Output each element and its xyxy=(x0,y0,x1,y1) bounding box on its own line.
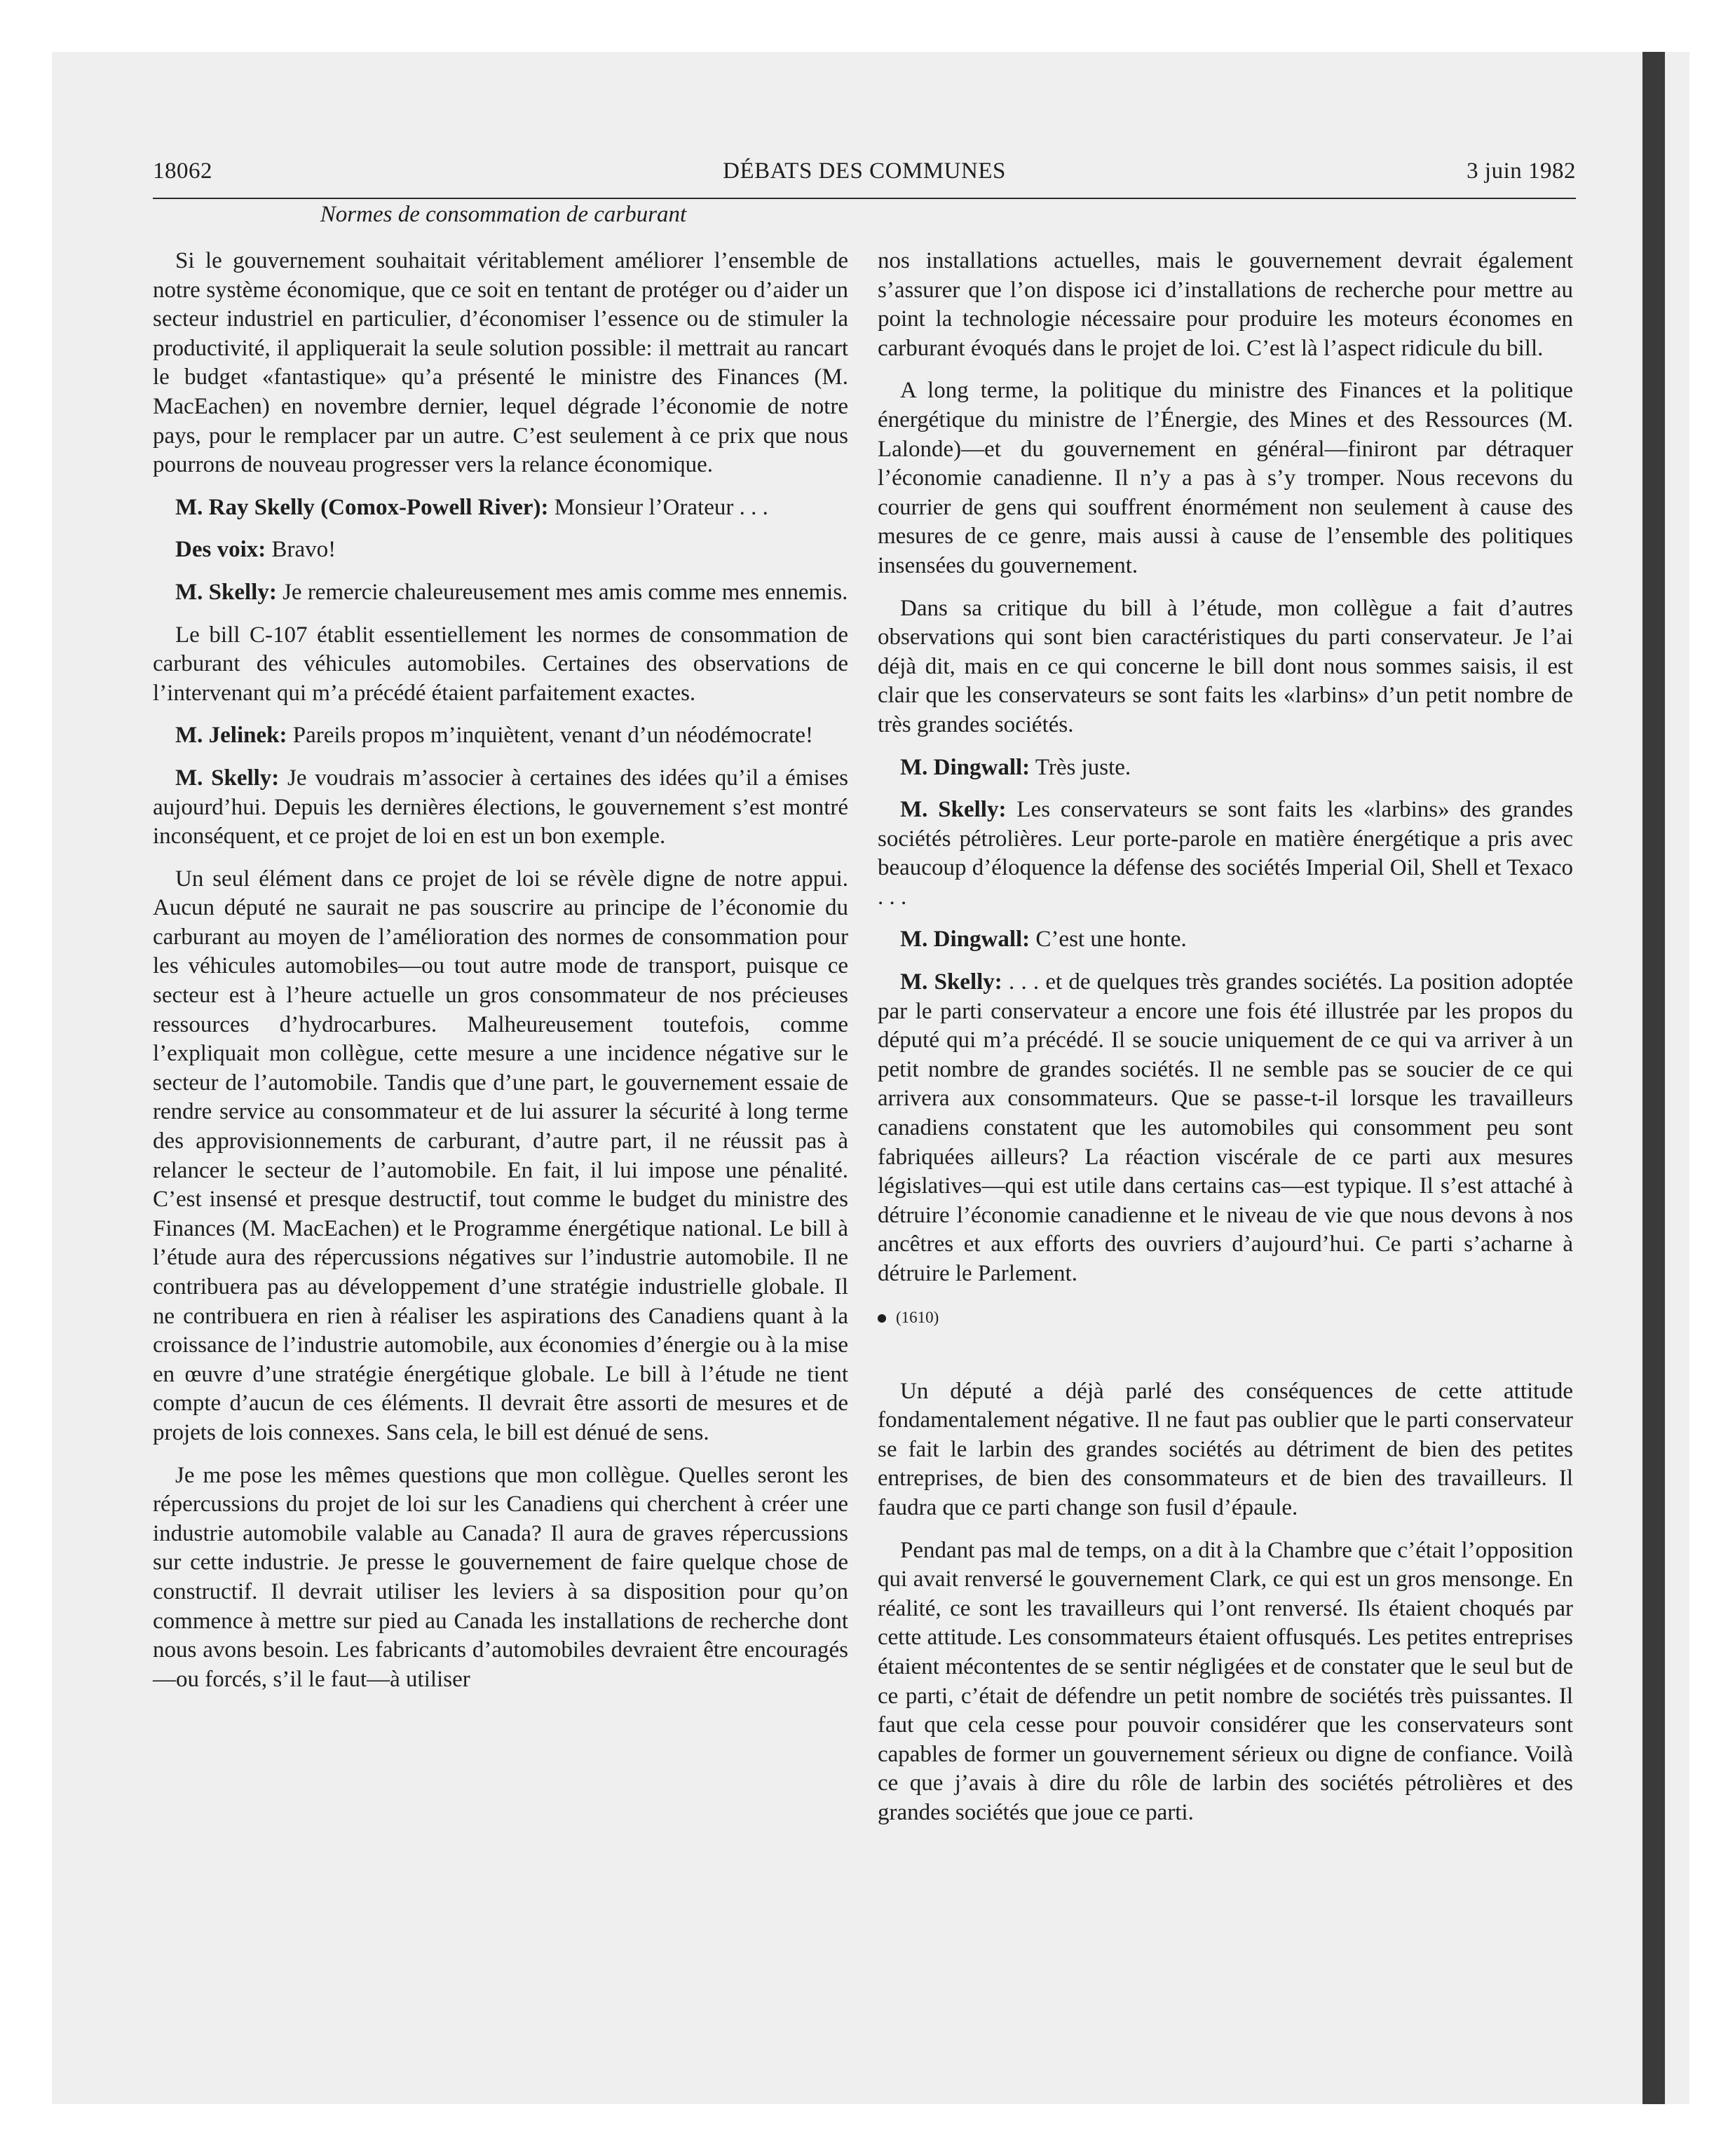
scan-edge-bar xyxy=(1642,52,1665,2104)
paragraph-text: Le bill C-107 établit essentiellement les normes de consommation de carburant des véhicules automobiles. Certaines des observations de l’intervenant qui m’a précédé étaient parfaitement exactes. xyxy=(153,622,848,706)
speaker-name: M. Skelly: xyxy=(900,969,1002,995)
paragraph-text: . . . et de quelques très grandes sociétés. La position adoptée par le parti conservateur a encore une fois été illustrée par les propos du député qui m’a précédé. Il se soucie uniquement de ce qui va arriver à un petit nombre de grandes sociétés. Il ne semble pas se soucier de ce qui arrivera aux consommateurs. Que se passe-t-il lorsque les travailleurs canadiens constatent que les automobiles qui consomment peu sont fabriquées ailleurs? La réaction viscérale de ce parti aux mesures législatives—qui est utile dans certains cas—est typique. Il s’est attaché à détruire l’économie canadienne et le niveau de vie que nous devons à nos ancêtres et aux efforts des ouvriers d’aujourd’hui. Ce parti s’acharne à détruire le Parlement. xyxy=(878,969,1574,1286)
speaker-paragraph xyxy=(878,925,1573,955)
right-column xyxy=(878,247,1573,1841)
paragraph-text: Monsieur l’Orateur . . . xyxy=(554,494,768,520)
paragraph-text: Si le gouvernement souhaitait véritablement améliorer l’ensemble de notre système économique, que ce soit en tentant de protéger ou d’aider un secteur industriel en particulier, d’économiser l’essence ou de stimuler la productivité, il appliquerait la seule solution possible: il mettrait au rancart le budget «fantastique» qu’a présenté le ministre des Finances (M. MacEachen) en novembre dernier, lequel dégrade l’économie de notre pays, pour le remplacer par un autre. C’est seulement à ce prix que nous pourrons de nouveau progresser vers la relance économique. xyxy=(153,248,848,478)
page-number: 18062 xyxy=(153,158,212,184)
speaker-paragraph xyxy=(153,721,848,751)
speaker-paragraph xyxy=(878,753,1573,783)
paragraph-text: Pendant pas mal de temps, on a dit à la Chambre que c’était l’opposition qui avait renversé le gouvernement Clark, ce qui est un gros mensonge. En réalité, ce sont les travailleurs qui l’ont renversé. Ils étaient choqués par cette attitude. Les consommateurs étaient offusqués. Les petites entreprises étaient mécontentes de se sentir négligées et de constater que le seul but de ce parti, c’était de défendre un petit nombre de sociétés très puissantes. Il faut que cela cesse pour pouvoir considérer que les conservateurs sont capables de former un gouvernement sérieux ou digne de confiance. Voilà ce que j’avais à dire du rôle de larbin des sociétés pétrolières et des grandes sociétés que joue ce parti. xyxy=(878,1537,1573,1825)
time-marker xyxy=(878,1307,1573,1328)
speaker-paragraph xyxy=(153,764,848,852)
paragraph xyxy=(878,1377,1573,1523)
speaker-paragraph xyxy=(153,578,848,608)
time-marker-text: (1610) xyxy=(896,1308,939,1326)
speaker-name: M. Dingwall: xyxy=(900,754,1030,780)
paragraph-text: Pareils propos m’inquiètent, venant d’un néodémocrate! xyxy=(292,723,814,749)
left-column xyxy=(153,247,848,1707)
page-header xyxy=(153,158,1576,199)
paragraph-text: Je voudrais m’associer à certaines des idées qu’il a émises aujourd’hui. Depuis les dernières élections, le gouvernement s’est montré inconséquent, et ce projet de loi en est un bon exemple. xyxy=(153,765,848,850)
speaker-name: M. Ray Skelly (Comox-Powell River): xyxy=(175,494,549,520)
paragraph-text: C’est une honte. xyxy=(1035,927,1187,953)
paragraph-text: Je me pose les mêmes questions que mon collègue. Quelles seront les répercussions du projet de loi sur les Canadiens qui cherchent à créer une industrie automobile valable au Canada? Il aura de graves répercussions sur cette industrie. Je presse le gouvernement de faire quelque chose de constructif. Il devrait utiliser les leviers à sa disposition pour qu’on commence à mettre sur pied au Canada les installations de recherche dont nous avons besoin. Les fabricants d’automobiles devraient être encouragés—ou forcés, s’il le faut—à utiliser xyxy=(153,1462,848,1692)
paragraph-text: Un député a déjà parlé des conséquences de cette attitude fondamentalement négative. Il ne faut pas oublier que le parti conservateur se fait le larbin des grandes sociétés au détriment de bien des petites entreprises, de bien des consommateurs et de bien des travailleurs. Il faudra que ce parti change son fusil d’épaule. xyxy=(878,1378,1573,1520)
speaker-name: Des voix: xyxy=(175,537,266,563)
speaker-name: M. Skelly: xyxy=(175,765,280,791)
paragraph xyxy=(878,247,1573,363)
paragraph-text: Je remercie chaleureusement mes amis comme mes ennemis. xyxy=(283,579,848,605)
paragraph xyxy=(878,594,1573,740)
speaker-paragraph xyxy=(153,493,848,523)
section-subheading: Normes de consommation de carburant xyxy=(320,202,687,227)
speaker-name: M. Dingwall: xyxy=(900,927,1030,953)
speaker-paragraph xyxy=(878,968,1573,1289)
paragraph-text: A long terme, la politique du ministre des Finances et la politique énergétique du ministre de l’Énergie, des Mines et des Ressources (M. Lalonde)—et du gouvernement en général—finiront par détraquer l’économie canadienne. Il n’y a pas à s’y tromper. Nous recevons du courrier de gens qui souffrent énormément non seulement à cause des mesures de ce genre, mais aussi à cause de l’ensemble des politiques insensées du gouvernement. xyxy=(878,378,1573,578)
paragraph xyxy=(153,1461,848,1695)
paragraph-text: Un seul élément dans ce projet de loi se révèle digne de notre appui. Aucun député ne saurait ne pas souscrire au principe de l’économie du carburant au moyen de l’amélioration des normes de consommation pour les véhicules automobiles—ou tout autre mode de transport, puisque ce secteur est à l’heure actuelle un gros consommateur de nos précieuses ressources d’hydrocarbures. Malheureusement toutefois, comme l’expliquait mon collègue, cette mesure a une incidence négative sur le secteur de l’automobile. Tandis que d’une part, le gouvernement essaie de rendre service au consommateur et de lui assurer la sécurité à long terme des approvisionnements de carburant, d’autre part, il ne réussit pas à relancer le secteur de l’automobile. En fait, il lui impose une pénalité. C’est insensé et presque destructif, tout comme le budget du ministre des Finances (M. MacEachen) et le Programme énergétique national. Le bill à l’étude aura des répercussions négatives sur l’industrie automobile. Il ne contribuera pas au développement d’une stratégie industrielle globale. Il ne contribuera en rien à réaliser les aspirations des Canadiens quant à la croissance de l’industrie automobile, aux économies d’énergie ou à la mise en œuvre d’une stratégie énergétique globale. Le bill à l’étude ne tient compte d’aucun de ces éléments. Il devrait être assorti de mesures et de projets de lois connexes. Sans cela, le bill est dénué de sens. xyxy=(153,866,848,1445)
speaker-paragraph xyxy=(153,535,848,565)
paragraph xyxy=(878,1536,1573,1828)
speaker-name: M. Jelinek: xyxy=(175,723,287,749)
paragraph-text: Très juste. xyxy=(1035,754,1131,780)
paragraph xyxy=(153,247,848,480)
paragraph-text: Dans sa critique du bill à l’étude, mon collègue a fait d’autres observations qui sont bien caractéristiques du parti conservateur. Je l’ai déjà dit, mais en ce qui concerne le bill dont nous sommes saisis, il est clair que les conservateurs se sont faits les «larbins» d’un petit nombre de très grandes sociétés. xyxy=(878,595,1573,737)
speaker-name: M. Skelly: xyxy=(900,797,1007,823)
paragraph-text: nos installations actuelles, mais le gouvernement devrait également s’assurer que l’on dispose ici d’installations de recherche pour mettre au point la technologie nécessaire pour produire les moteurs économes en carburant évoqués dans le projet de loi. C’est là l’aspect ridicule du bill. xyxy=(878,248,1573,361)
paragraph xyxy=(153,621,848,709)
paragraph-text: Les conservateurs se sont faits les «larbins» des grandes sociétés pétrolières. Leur porte-parole en matière énergétique a pris avec beaucoup d’éloquence la défense des sociétés Imperial Oil, Shell et Texaco . . . xyxy=(878,797,1574,910)
speaker-paragraph xyxy=(878,796,1573,912)
publication-title: DÉBATS DES COMMUNES xyxy=(723,158,1006,184)
paragraph xyxy=(153,865,848,1448)
page-date: 3 juin 1982 xyxy=(1467,158,1576,184)
bullet-icon xyxy=(878,1314,886,1323)
speaker-name: M. Skelly: xyxy=(175,579,277,605)
paragraph xyxy=(878,376,1573,580)
paragraph-text: Bravo! xyxy=(271,537,336,563)
